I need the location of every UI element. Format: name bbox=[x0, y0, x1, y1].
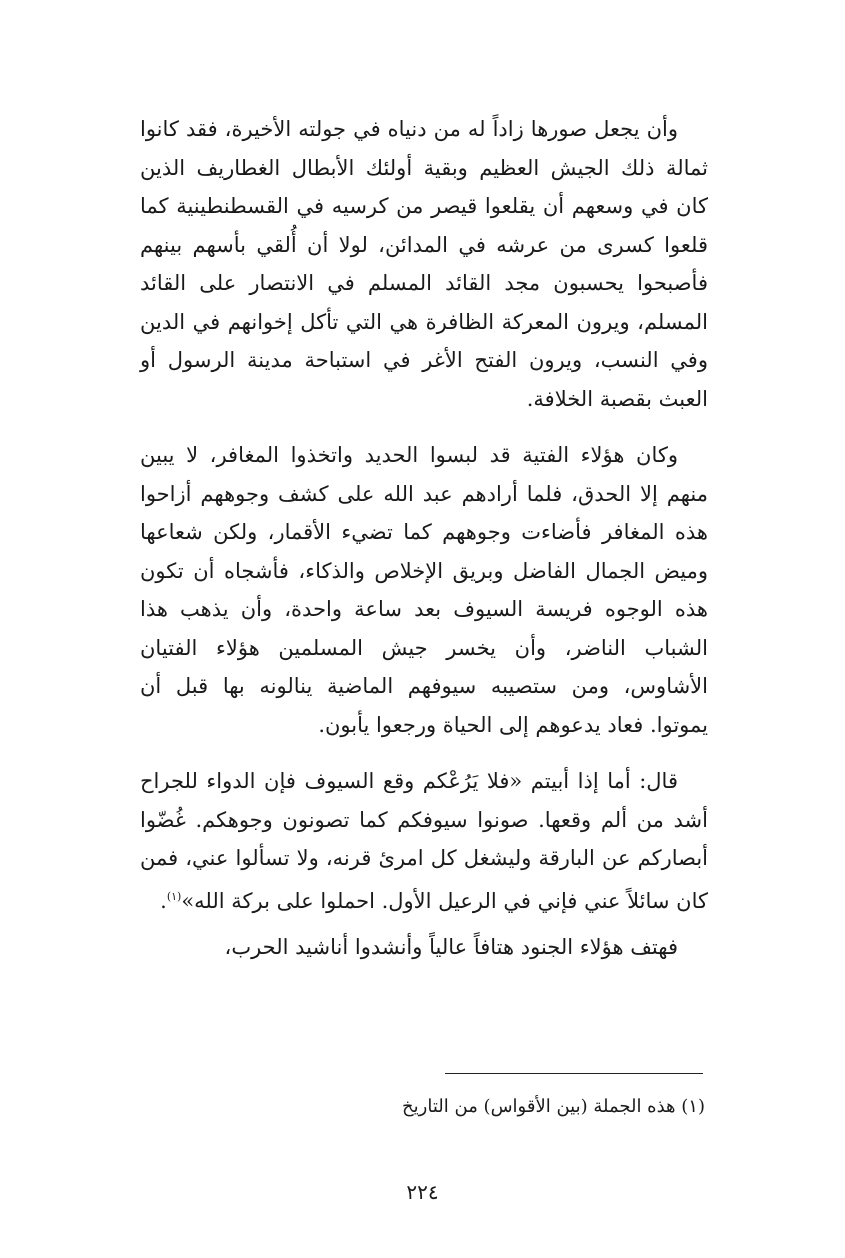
paragraph-4 bbox=[140, 928, 708, 967]
page-number: ٢٢٤ bbox=[406, 1180, 439, 1204]
footnote-reference: (١) bbox=[166, 889, 182, 903]
footnote: (١) هذه الجملة (بين الأقواس) من التاريخ bbox=[402, 1096, 705, 1117]
paragraph-1 bbox=[140, 110, 708, 418]
paragraph-2-text: وكان هؤلاء الفتية قد لبسوا الحديد واتخذوا المغافر، لا يبين منهم إلا الحدق، فلما أرادهم عبد الله على كشف وجوههم أزاحوا هذه المغافر فأضاءت وجوههم كما تضيء الأقمار، ولكن شعاعها وميض الجمال الفاضل وبريق الإخلاص والذكاء، فأشجاه أن تكون هذه الوجوه فريسة السيوف بعد ساعة واحدة، وأن يذهب هذا الشباب الناضر، وأن يخسر جيش المسلمين هؤلاء الفتيان الأشاوس، ومن ستصيبه سيوفهم الماضية ينالونه بها قبل أن يموتوا. فعاد يدعوهم إلى الحياة ورجعوا يأبون. bbox=[140, 443, 708, 737]
paragraph-2 bbox=[140, 436, 708, 744]
paragraph-4-text: فهتف هؤلاء الجنود هتافاً عالياً وأنشدوا أناشيد الحرب، bbox=[224, 935, 678, 959]
footnote-divider bbox=[445, 1073, 703, 1074]
paragraph-3: قال: أما إذا أبيتم «فلا يَرُعْكم وقع السيوف فإن الدواء للجراح أشد من ألم وقعها. صونوا سيوفكم كما تصونون وجوهكم. غُضّوا أبصاركم عن البارقة وليشغل كل امرئ قرنه، ولا تسألوا عني، فمن كان سائلاً عني فإني في الرعيل الأول. احملوا على بركة الله»$^{(١)}$. bbox=[140, 769, 708, 913]
paragraph-1-text: وأن يجعل صورها زاداً له من دنياه في جولته الأخيرة، فقد كانوا ثمالة ذلك الجيش العظيم وبقية أولئك الأبطال الغطاريف الذين كان في وسعهم أن يقلعوا قيصر من كرسيه في القسطنطينية كما قلعوا كسرى من عرشه في المدائن، لولا أن أُلقي بأسهم بينهم فأصبحوا يحسبون مجد القائد المسلم في الانتصار على القائد المسلم، ويرون المعركة الظافرة هي التي تأكل إخوانهم في الدين وفي النسب، ويرون الفتح الأغر في استباحة مدينة الرسول أو العبث بقصبة الخلافة. bbox=[140, 117, 708, 411]
page-body bbox=[140, 110, 708, 967]
paragraph-3-text: قال: أما إذا أبيتم «فلا يَرُعْكم وقع السيوف فإن الدواء للجراح أشد من ألم وقعها. صونوا سيوفكم كما تصونون وجوهكم. غُضّوا أبصاركم عن البارقة وليشغل كل امرئ قرنه، ولا تسألوا عني، فمن كان سائلاً عني فإني في الرعيل الأول. احملوا على بركة الله» bbox=[140, 769, 708, 913]
